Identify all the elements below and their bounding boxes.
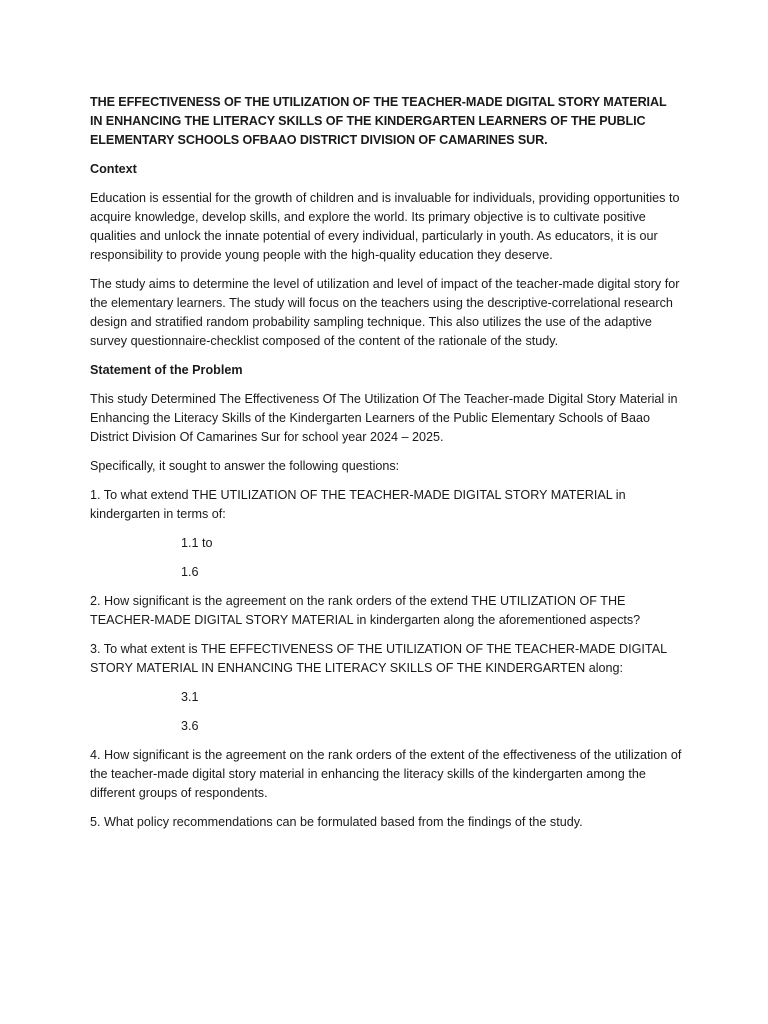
document-page [90, 93, 682, 842]
question-3-subitem-1: 3.1 [181, 690, 199, 704]
question-4: 4. How significant is the agreement on the rank orders of the extent of the effectiveness of the utilization of the teacher-made digital story material in enhancing the literacy skills of the kindergarten among the different groups of respondents. [90, 748, 682, 800]
document-title: THE EFFECTIVENESS OF THE UTILIZATION OF THE TEACHER-MADE DIGITAL STORY MATERIAL IN ENHANCING THE LITERACY SKILLS OF THE KINDERGARTEN LEARNERS OF THE PUBLIC ELEMENTARY SCHOOLS OFBAAO DISTRICT DIVISION OF CAMARINES SUR. [90, 95, 667, 147]
question-1: 1. To what extend THE UTILIZATION OF THE TEACHER-MADE DIGITAL STORY MATERIAL in kindergarten in terms of: [90, 488, 626, 521]
context-paragraph-1: Education is essential for the growth of children and is invaluable for individuals, providing opportunities to acquire knowledge, develop skills, and explore the world. Its primary objective is to cultivate positive qualities and unlock the innate potential of every individual, particularly in youth. As educators, it is our responsibility to provide young people with the high-quality education they deserve. [90, 191, 680, 262]
question-1-subitem-1: 1.1 to [181, 536, 213, 550]
problem-heading: Statement of the Problem [90, 363, 243, 377]
question-1-subitem-2: 1.6 [181, 565, 199, 579]
context-heading: Context [90, 162, 137, 176]
context-paragraph-2: The study aims to determine the level of utilization and level of impact of the teacher-made digital story for the elementary learners. The study will focus on the teachers using the descriptive-correlational research design and stratified random probability sampling technique. This also utilizes the use of the adaptive survey questionnaire-checklist composed of the content of the rationale of the study. [90, 277, 680, 348]
question-3: 3. To what extent is THE EFFECTIVENESS OF THE UTILIZATION OF THE TEACHER-MADE DIGITAL STORY MATERIAL IN ENHANCING THE LITERACY SKILLS OF THE KINDERGARTEN along: [90, 642, 667, 675]
question-3-subitem-2: 3.6 [181, 719, 199, 733]
problem-paragraph-1: This study Determined The Effectiveness Of The Utilization Of The Teacher-made Digital Story Material in Enhancing the Literacy Skills of the Kindergarten Learners of the Public Elementary Schools of Baao District Division Of Camarines Sur for school year 2024 – 2025. [90, 392, 678, 444]
question-5: 5. What policy recommendations can be formulated based from the findings of the study. [90, 815, 583, 829]
problem-paragraph-2: Specifically, it sought to answer the following questions: [90, 459, 400, 473]
question-2: 2. How significant is the agreement on the rank orders of the extend THE UTILIZATION OF THE TEACHER-MADE DIGITAL STORY MATERIAL in kindergarten along the aforementioned aspects? [90, 594, 641, 627]
